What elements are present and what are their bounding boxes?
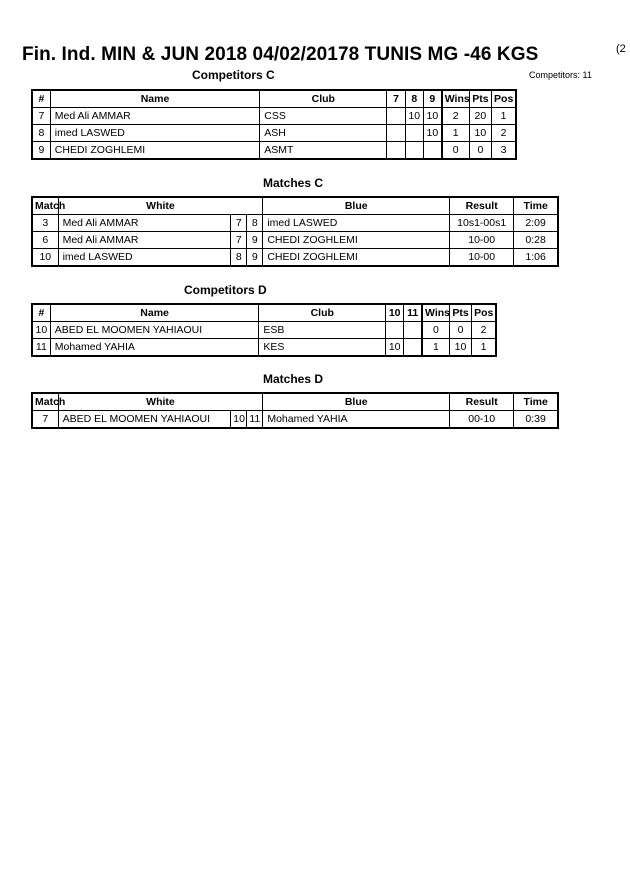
cell-name: Mohamed YAHIA — [50, 339, 259, 357]
cell-pts: 10 — [449, 339, 471, 357]
cell-club: ASH — [260, 125, 387, 142]
cell-opp-3: 10 — [423, 125, 441, 142]
cell-num: 7 — [32, 108, 50, 125]
cell-name: ABED EL MOOMEN YAHIAOUI — [50, 322, 259, 339]
cell-white-num: 7 — [231, 232, 247, 249]
cell-pos: 2 — [472, 322, 496, 339]
cell-pos: 3 — [492, 142, 516, 160]
col-header-num: # — [32, 90, 50, 108]
cell-pos: 1 — [492, 108, 516, 125]
col-header-club: Club — [260, 90, 387, 108]
col-header-wins: Wins — [422, 304, 449, 322]
cell-white: Med Ali AMMAR — [58, 215, 231, 232]
col-header-result: Result — [450, 393, 514, 411]
cell-pts: 20 — [469, 108, 491, 125]
cell-blue: Mohamed YAHIA — [263, 411, 450, 429]
table-header-row — [32, 90, 516, 108]
table-row — [32, 142, 516, 160]
col-header-pts: Pts — [449, 304, 471, 322]
cell-pts: 0 — [469, 142, 491, 160]
matches-c-table — [31, 196, 559, 267]
cell-opp-1 — [387, 125, 405, 142]
cell-blue: imed LASWED — [263, 215, 450, 232]
cell-white: ABED EL MOOMEN YAHIAOUI — [58, 411, 231, 429]
cell-white: imed LASWED — [58, 249, 231, 267]
competitors-d-table — [31, 303, 497, 357]
cell-match: 10 — [32, 249, 58, 267]
cell-match: 6 — [32, 232, 58, 249]
cell-wins: 0 — [422, 322, 449, 339]
cell-num: 8 — [32, 125, 50, 142]
col-header-time: Time — [514, 197, 558, 215]
cell-blue-num: 9 — [247, 232, 263, 249]
col-header-name: Name — [50, 90, 259, 108]
competitors-d-heading: Competitors D — [184, 283, 267, 297]
cell-opp-1 — [387, 142, 405, 160]
col-header-pos: Pos — [472, 304, 496, 322]
cell-opp-3 — [423, 142, 441, 160]
table-row — [32, 232, 558, 249]
cell-result: 00-10 — [450, 411, 514, 429]
cell-num: 10 — [32, 322, 50, 339]
cell-opp-2 — [405, 125, 423, 142]
col-header-club: Club — [259, 304, 386, 322]
cell-opp-1: 10 — [386, 339, 404, 357]
cell-num: 11 — [32, 339, 50, 357]
cell-opp-2 — [404, 339, 422, 357]
cell-club: ASMT — [260, 142, 387, 160]
cell-opp-1 — [387, 108, 405, 125]
cell-blue: CHEDI ZOGHLEMI — [263, 249, 450, 267]
col-header-blue: Blue — [263, 393, 450, 411]
cell-opp-2 — [405, 142, 423, 160]
cell-blue-num: 8 — [247, 215, 263, 232]
cell-white-num: 10 — [231, 411, 247, 429]
cell-club: ESB — [259, 322, 386, 339]
cell-match: 7 — [32, 411, 58, 429]
competitors-c-heading: Competitors C — [192, 68, 275, 82]
table-header-row — [32, 197, 558, 215]
cell-blue: CHEDI ZOGHLEMI — [263, 232, 450, 249]
cell-wins: 2 — [442, 108, 469, 125]
cell-white-num: 7 — [231, 215, 247, 232]
competitors-c-table — [31, 89, 517, 160]
table-row — [32, 249, 558, 267]
col-header-opp-1: 7 — [387, 90, 405, 108]
table-row — [32, 322, 496, 339]
col-header-result: Result — [450, 197, 514, 215]
cell-opp-2 — [404, 322, 422, 339]
col-header-time: Time — [514, 393, 558, 411]
cell-opp-3: 10 — [423, 108, 441, 125]
cell-pts: 10 — [469, 125, 491, 142]
matches-d-table — [31, 392, 559, 429]
cell-name: CHEDI ZOGHLEMI — [50, 142, 259, 160]
cell-time: 1:06 — [514, 249, 558, 267]
matches-c-heading: Matches C — [263, 176, 324, 190]
cell-opp-1 — [386, 322, 404, 339]
col-header-match: Match — [32, 393, 58, 411]
col-header-blue: Blue — [263, 197, 450, 215]
table-row — [32, 339, 496, 357]
cell-wins: 1 — [442, 125, 469, 142]
cell-name: imed LASWED — [50, 125, 259, 142]
cell-blue-num: 9 — [247, 249, 263, 267]
cell-blue-num: 11 — [247, 411, 263, 429]
cell-club: KES — [259, 339, 386, 357]
col-header-pts: Pts — [469, 90, 491, 108]
col-header-pos: Pos — [492, 90, 516, 108]
cell-club: CSS — [260, 108, 387, 125]
table-row — [32, 411, 558, 429]
table-header-row — [32, 304, 496, 322]
competitors-count: Competitors: 11 — [529, 70, 592, 80]
col-header-match: Match — [32, 197, 58, 215]
cell-result: 10-00 — [450, 232, 514, 249]
cell-pos: 1 — [472, 339, 496, 357]
table-header-row — [32, 393, 558, 411]
col-header-name: Name — [50, 304, 259, 322]
cell-wins: 1 — [422, 339, 449, 357]
cell-time: 0:28 — [514, 232, 558, 249]
cell-pts: 0 — [449, 322, 471, 339]
cell-pos: 2 — [492, 125, 516, 142]
col-header-white: White — [58, 393, 263, 411]
table-row — [32, 108, 516, 125]
cell-name: Med Ali AMMAR — [50, 108, 259, 125]
cell-result: 10-00 — [450, 249, 514, 267]
table-row — [32, 125, 516, 142]
cell-white: Med Ali AMMAR — [58, 232, 231, 249]
col-header-opp-2: 8 — [405, 90, 423, 108]
cell-result: 10s1-00s1 — [450, 215, 514, 232]
page-title: Fin. Ind. MIN & JUN 2018 04/02/20178 TUNIS MG -46 KGS — [22, 44, 539, 65]
cell-opp-2: 10 — [405, 108, 423, 125]
col-header-wins: Wins — [442, 90, 469, 108]
cell-time: 2:09 — [514, 215, 558, 232]
cell-white-num: 8 — [231, 249, 247, 267]
col-header-opp-1: 10 — [386, 304, 404, 322]
col-header-opp-2: 11 — [404, 304, 422, 322]
page-title-suffix: (2 — [616, 43, 626, 55]
cell-num: 9 — [32, 142, 50, 160]
cell-time: 0:39 — [514, 411, 558, 429]
cell-wins: 0 — [442, 142, 469, 160]
col-header-opp-3: 9 — [423, 90, 441, 108]
matches-d-heading: Matches D — [263, 372, 324, 386]
col-header-white: White — [58, 197, 263, 215]
col-header-num: # — [32, 304, 50, 322]
table-row — [32, 215, 558, 232]
cell-match: 3 — [32, 215, 58, 232]
